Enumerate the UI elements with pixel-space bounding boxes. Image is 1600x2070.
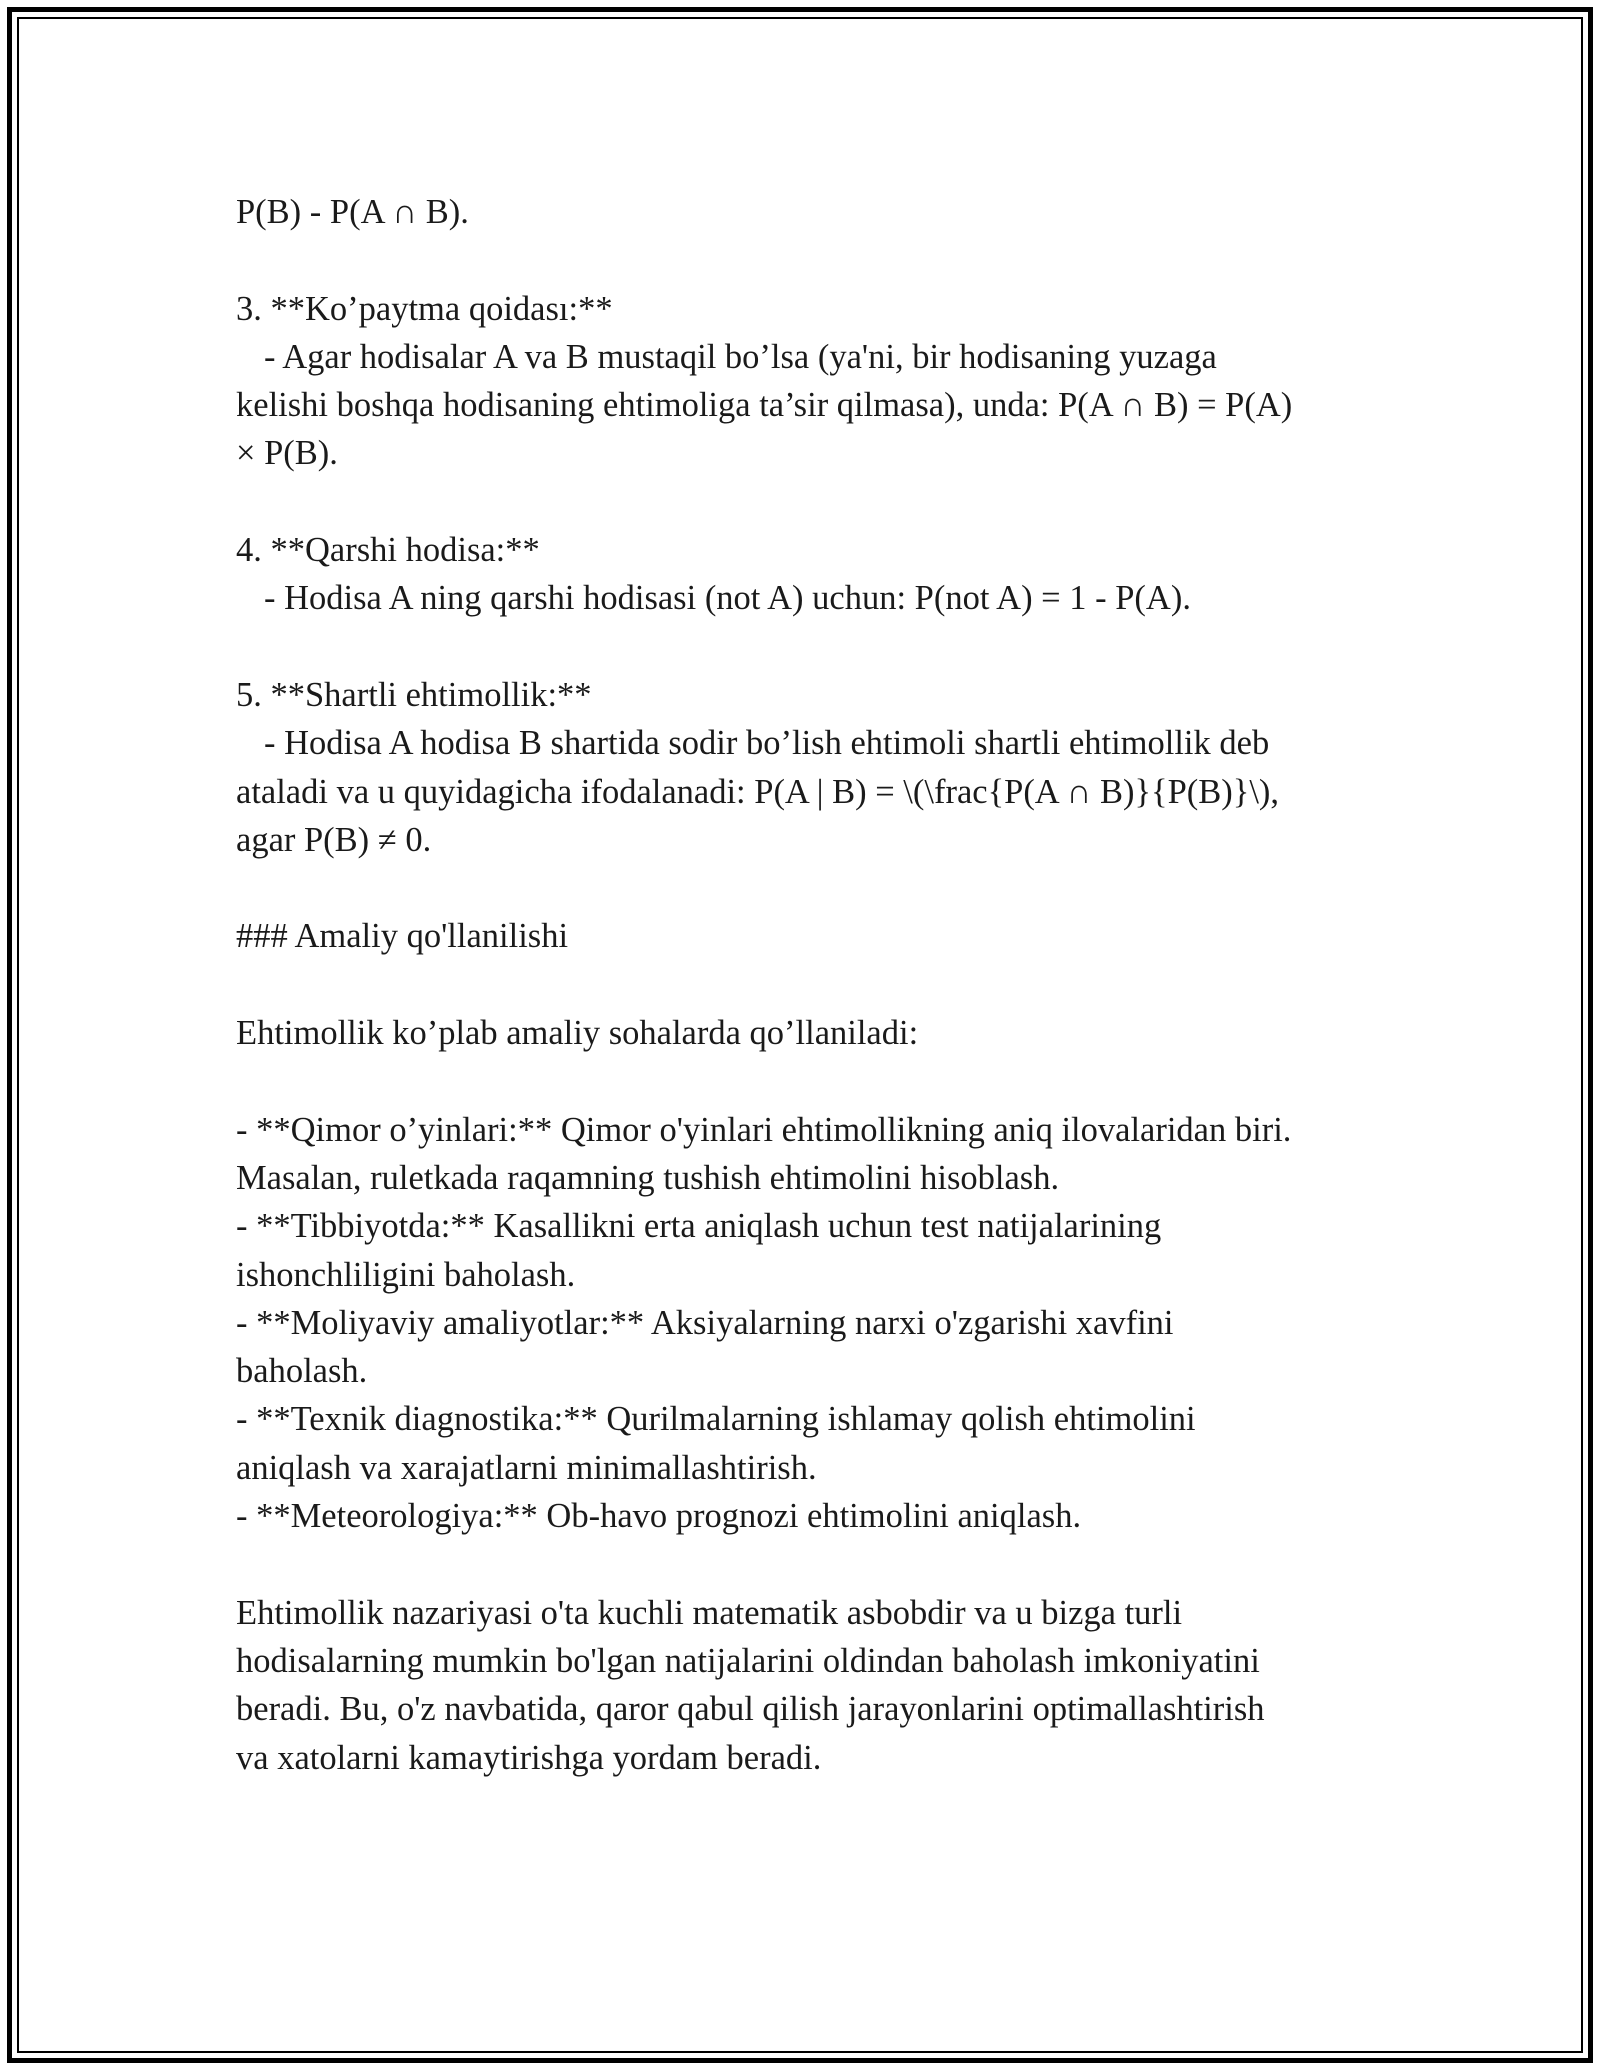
text-line: ataladi va u quyidagicha ifodalanadi: P(A | B) = \(\frac{P(A ∩ B)}{P(B)}\), — [236, 772, 1280, 811]
document-body — [236, 188, 1364, 1782]
blank-line — [236, 1057, 1364, 1105]
intro-paragraph: Ehtimollik ko’plab amaliy sohalarda qo’llaniladi: — [236, 1014, 919, 1053]
conclusion-line: va xatolarni kamaytirishga yordam beradi. — [236, 1738, 822, 1777]
text-line: × P(B). — [236, 434, 338, 473]
text-line: - Agar hodisalar A va B mustaqil bo’lsa (ya'ni, bir hodisaning yuzaga — [264, 337, 1217, 376]
conclusion-line: hodisalarning mumkin bo'lgan natijalarini oldindan baholash imkoniyatini — [236, 1641, 1260, 1680]
text-line: agar P(B) ≠ 0. — [236, 820, 432, 859]
section-heading: ### Amaliy qo'llanilishi — [236, 917, 569, 956]
blank-line — [236, 236, 1364, 284]
rule-3-heading: 3. **Ko’paytma qoidası:** — [236, 289, 613, 328]
list-item: - **Qimor o’yinlari:** Qimor o'yinlari ehtimollikning aniq ilovalaridan biri. — [236, 1110, 1292, 1149]
text-line: P(B) - P(A ∩ B). — [236, 193, 469, 231]
conclusion-line: Ehtimollik nazariyasi o'ta kuchli matematik asbobdir va u bizga turli — [236, 1593, 1183, 1632]
text-line: - Hodisa A ning qarshi hodisasi (not A) uchun: P(not A) = 1 - P(A). — [264, 579, 1191, 618]
text-line: baholash. — [236, 1352, 368, 1391]
list-item: - **Texnik diagnostika:** Qurilmalarning ishlamay qolish ehtimolini — [236, 1400, 1196, 1439]
rule-4-heading: 4. **Qarshi hodisa:** — [236, 531, 540, 570]
text-line: kelishi boshqa hodisaning ehtimoliga ta’sir qilmasa), unda: P(A ∩ B) = P(A) — [236, 386, 1293, 425]
text-line: aniqlash va xarajatlarni minimallashtirish. — [236, 1448, 817, 1487]
blank-line — [236, 623, 1364, 671]
blank-line — [236, 478, 1364, 526]
list-item: - **Meteorologiya:** Ob-havo prognozi ehtimolini aniqlash. — [236, 1497, 1082, 1536]
blank-line — [236, 1540, 1364, 1588]
blank-line — [236, 864, 1364, 912]
blank-line — [236, 961, 1364, 1009]
conclusion-line: beradi. Bu, o'z navbatida, qaror qabul qilish jarayonlarini optimallashtirish — [236, 1690, 1265, 1729]
list-item: - **Tibbiyotda:** Kasallikni erta aniqlash uchun test natijalarining — [236, 1207, 1162, 1246]
list-item: - **Moliyaviy amaliyotlar:** Aksiyalarning narxi o'zgarishi xavfini — [236, 1303, 1174, 1342]
text-line: ishonchliligini baholash. — [236, 1255, 576, 1294]
rule-5-heading: 5. **Shartli ehtimollik:** — [236, 675, 592, 714]
text-line: - Hodisa A hodisa B shartida sodir bo’lish ehtimoli shartli ehtimollik deb — [264, 724, 1270, 763]
text-line: Masalan, ruletkada raqamning tushish ehtimolini hisoblash. — [236, 1158, 1060, 1197]
